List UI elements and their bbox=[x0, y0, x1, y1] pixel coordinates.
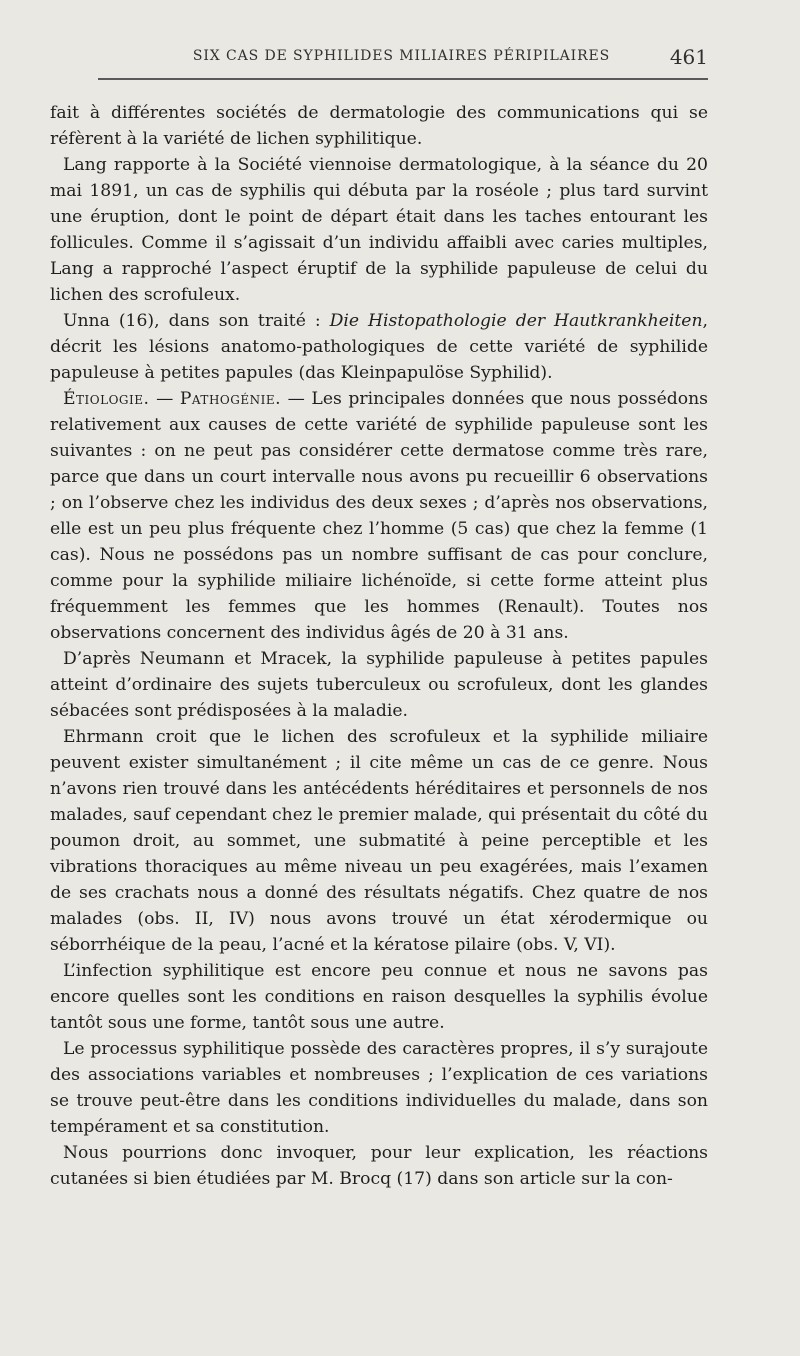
running-title: SIX CAS DE SYPHILIDES MILIAIRES PÉRIPILAIRES bbox=[192, 48, 611, 64]
section-heading-pathogenie: Pathogénie. bbox=[179, 389, 282, 409]
heading-dash: — bbox=[149, 389, 180, 409]
paragraph-7: L’infection syphilitique est encore peu connue et nous ne savons pas encore quelles sont les conditions en raison desquelles la syphilis évolue tantôt sous une forme, tantôt sous une autre. bbox=[50, 961, 708, 1033]
running-header bbox=[50, 45, 708, 78]
page-number: 461 bbox=[669, 45, 708, 69]
paragraph-8: Le processus syphilitique possède des caractères propres, il s’y surajoute des associations variables et nombreuses ; l’explication de ces variations se trouve peut-être dans les conditions individuelles du malade, dans son tempérament et sa constitution. bbox=[50, 1039, 708, 1137]
paragraph-5: D’après Neumann et Mracek, la syphilide papuleuse à petites papules atteint d’ordinaire des sujets tuberculeux ou scrofuleux, dont les glandes sébacées sont prédisposées à la maladie. bbox=[50, 649, 708, 721]
paragraph-4-text: — Les principales données que nous possédons relativement aux causes de cette variété de syphilide papuleuse sont les suivantes : on ne peut pas considérer cette dermatose comme très rare, parce que dans un court intervalle nous avons pu recueillir 6 observations ; on l’observe chez les individus des deux sexes ; d’après nos observations, elle est un peu plus fréquente chez l’homme (5 cas) que chez la femme (1 cas). Nous ne possédons pas un nombre suffisant de cas pour conclure, comme pour la syphilide miliaire lichénoïde, si cette forme atteint plus fréquemment les femmes que les hommes (Renault). Toutes nos observations concernent des individus âgés de 20 à 31 ans. bbox=[50, 389, 708, 643]
header-rule bbox=[98, 78, 708, 80]
body-text bbox=[50, 100, 708, 1192]
paragraph-9: Nous pourrions donc invoquer, pour leur explication, les réactions cutanées si bien étudiées par M. Brocq (17) dans son article sur la con- bbox=[50, 1143, 708, 1189]
paragraph-3-after: , décrit les lésions anatomo-pathologiques de cette variété de syphilide papuleuse à petites papules (das Kleinpapulöse Syphilid). bbox=[50, 311, 708, 383]
paragraph-1: fait à différentes sociétés de dermatologie des communications qui se réfèrent à la variété de lichen syphilitique. bbox=[50, 103, 708, 149]
paragraph-3 bbox=[50, 308, 708, 386]
paragraph-6: Ehrmann croit que le lichen des scrofuleux et la syphilide miliaire peuvent exister simultanément ; il cite même un cas de ce genre. Nous n’avons rien trouvé dans les antécédents héréditaires et personnels de nos malades, sauf cependant chez le premier malade, qui présentait du côté du poumon droit, au sommet, une submatité à peine perceptible et les vibrations thoraciques au même niveau un peu exagérées, mais l’examen de ses crachats nous a donné des résultats négatifs. Chez quatre de nos malades (obs. II, IV) nous avons trouvé un état xérodermique ou séborrhéique de la peau, l’acné et la kératose pilaire (obs. V, VI). bbox=[50, 727, 708, 955]
paragraph-2: Lang rapporte à la Société viennoise dermatologique, à la séance du 20 mai 1891, un cas de syphilis qui débuta par la roséole ; plus tard survint une éruption, dont le point de départ était dans les taches entourant les follicules. Comme il s’agissait d’un individu affaibli avec caries multiples, Lang a rapproché l’aspect éruptif de la syphilide papuleuse de celui du lichen des scrofuleux. bbox=[50, 155, 708, 305]
paragraph-3-before: Unna (16), dans son traité : bbox=[63, 311, 330, 331]
paragraph-4 bbox=[50, 386, 708, 646]
section-heading-etiologie: Étiologie. bbox=[63, 389, 150, 409]
book-title: Die Histopathologie der Hautkrankheiten bbox=[329, 311, 703, 331]
